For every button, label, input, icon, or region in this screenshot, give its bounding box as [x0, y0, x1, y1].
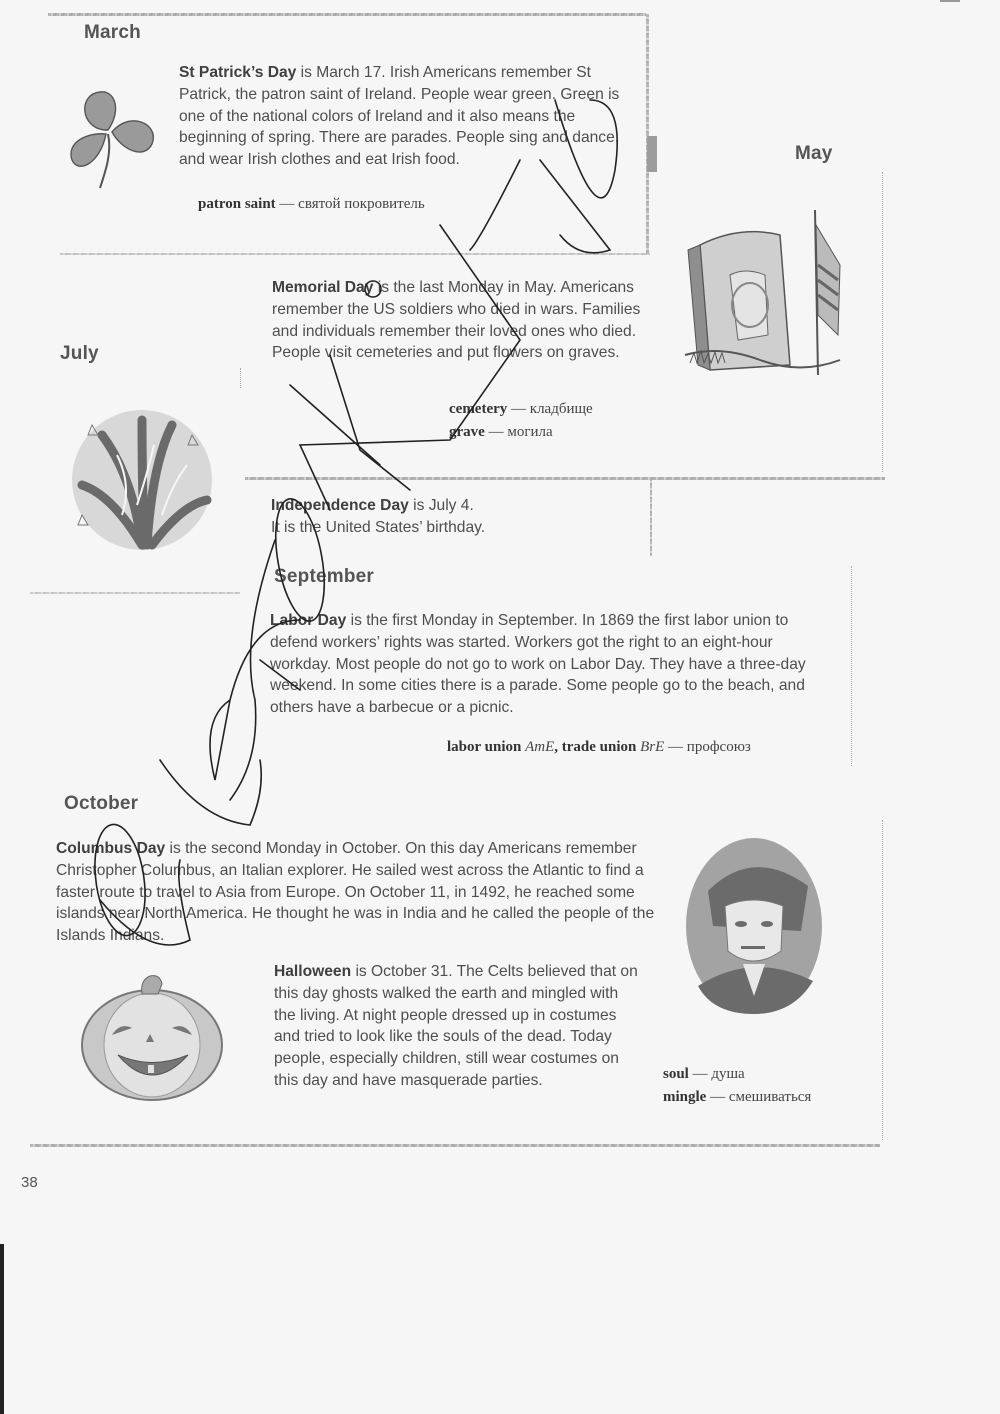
frame-rule-july-right: [650, 478, 652, 556]
halloween-paragraph: Halloween is October 31. The Celts believed that on this day ghosts walked the earth and mingled with the living. At night people dressed up in costumes and tried to look like the souls of the dead. Today people, especially children, still wear costumes on this day and have masquerade parties.: [274, 963, 638, 1089]
holiday-name: Columbus Day: [56, 840, 166, 857]
frame-rule-september-top: [30, 592, 240, 594]
frame-rule-march-bottom: [60, 253, 650, 255]
glossary-may: [449, 398, 593, 444]
month-heading-september: September: [274, 566, 375, 587]
fireworks-illustration: [62, 395, 222, 560]
glossary-term: grave: [449, 424, 485, 440]
memorial-day-paragraph: Memorial Day is the last Monday in May. Americans remember the US soldiers who died in wars. Families and individuals remember their loved ones who died. People visit cemeteries and put flowers on graves.: [272, 279, 641, 362]
holiday-name: Independence Day: [271, 497, 409, 514]
glossary-term: patron saint: [198, 196, 276, 212]
glossary-translation: душа: [711, 1066, 745, 1082]
glossary-translation: кладбище: [529, 401, 593, 417]
frame-rule-september-right: [851, 566, 853, 766]
glossary-translation: могила: [507, 424, 553, 440]
glossary-translation: смешиваться: [728, 1089, 812, 1105]
glossary-term: mingle: [663, 1089, 707, 1105]
frame-rule-may-right: [882, 172, 884, 472]
frame-rule-july-top: [245, 477, 885, 480]
glossary-entry: soul — душа: [663, 1066, 745, 1082]
glossary-october: [663, 1063, 811, 1109]
glossary-entry: cemetery — кладбище: [449, 401, 593, 417]
holiday-name: Memorial Day: [272, 279, 374, 296]
frame-tab-marker: [647, 136, 657, 172]
christopher-columbus-portrait: [683, 836, 825, 1016]
month-heading-july: July: [60, 343, 99, 364]
glossary-translation: профсоюз: [686, 739, 751, 755]
month-heading-may: May: [795, 143, 833, 164]
scan-edge-bar: [0, 1244, 4, 1414]
holiday-name: Labor Day: [270, 612, 347, 629]
glossary-march: patron saint — святой покровитель: [198, 196, 425, 212]
labor-day-paragraph: Labor Day is the first Monday in September. In 1869 the first labor union to defend workers’ rights was started. Workers got the right to an eight-hour workday. Most people do not go to work on Labor Day. They have a three-day weekend. In some cities there is a parade. Some people go to the beach, and others have a barbecue or a picnic.: [270, 612, 806, 717]
columbus-day-paragraph: Columbus Day is the second Monday in October. On this day Americans remember Christopher Columbus, an Italian explorer. He sailed west across the Atlantic to find a faster route to travel to Asia from Europe. On October 11, in 1492, he reached some islands near North America. He thought he was in India and he called the people of the Islands Indians.: [56, 840, 655, 945]
glossary-entry: mingle — смешиваться: [663, 1089, 812, 1105]
gravestone-with-flag-illustration: [680, 205, 845, 395]
month-heading-october: October: [64, 793, 139, 814]
st-patricks-day-paragraph: St Patrick’s Day is March 17. Irish Americans remember St Patrick, the patron saint of Ireland. People wear green. Green is one of the national colors of Ireland and it also means the beginning of spring. There are parades. People sing and dance, and wear Irish clothes and eat Irish food.: [179, 64, 620, 169]
glossary-term: soul: [663, 1066, 689, 1082]
glossary-term: cemetery: [449, 401, 508, 417]
jack-o-lantern-illustration: [80, 970, 225, 1105]
shamrock-illustration: [60, 80, 160, 190]
glossary-term: labor union: [447, 739, 522, 755]
glossary-september: labor union AmE, trade union BrE — профсоюз: [447, 739, 751, 755]
frame-rule-october-right: [882, 820, 884, 1140]
holiday-name: St Patrick’s Day: [179, 64, 297, 81]
page-number: 38: [21, 1174, 38, 1191]
frame-rule-top: [48, 13, 646, 16]
frame-rule-march-right: [646, 14, 649, 254]
glossary-translation: святой покровитель: [298, 196, 425, 212]
scan-edge-top-right: [940, 0, 960, 2]
month-heading-march: March: [84, 22, 141, 43]
holiday-name: Halloween: [274, 963, 352, 980]
glossary-entry: grave — могила: [449, 424, 553, 440]
frame-rule-bottom: [30, 1144, 880, 1147]
independence-day-paragraph: Independence Day is July 4. It is the United States’ birthday.: [271, 497, 486, 536]
frame-rule-july-left: [240, 368, 242, 388]
glossary-term: trade union: [561, 739, 637, 755]
